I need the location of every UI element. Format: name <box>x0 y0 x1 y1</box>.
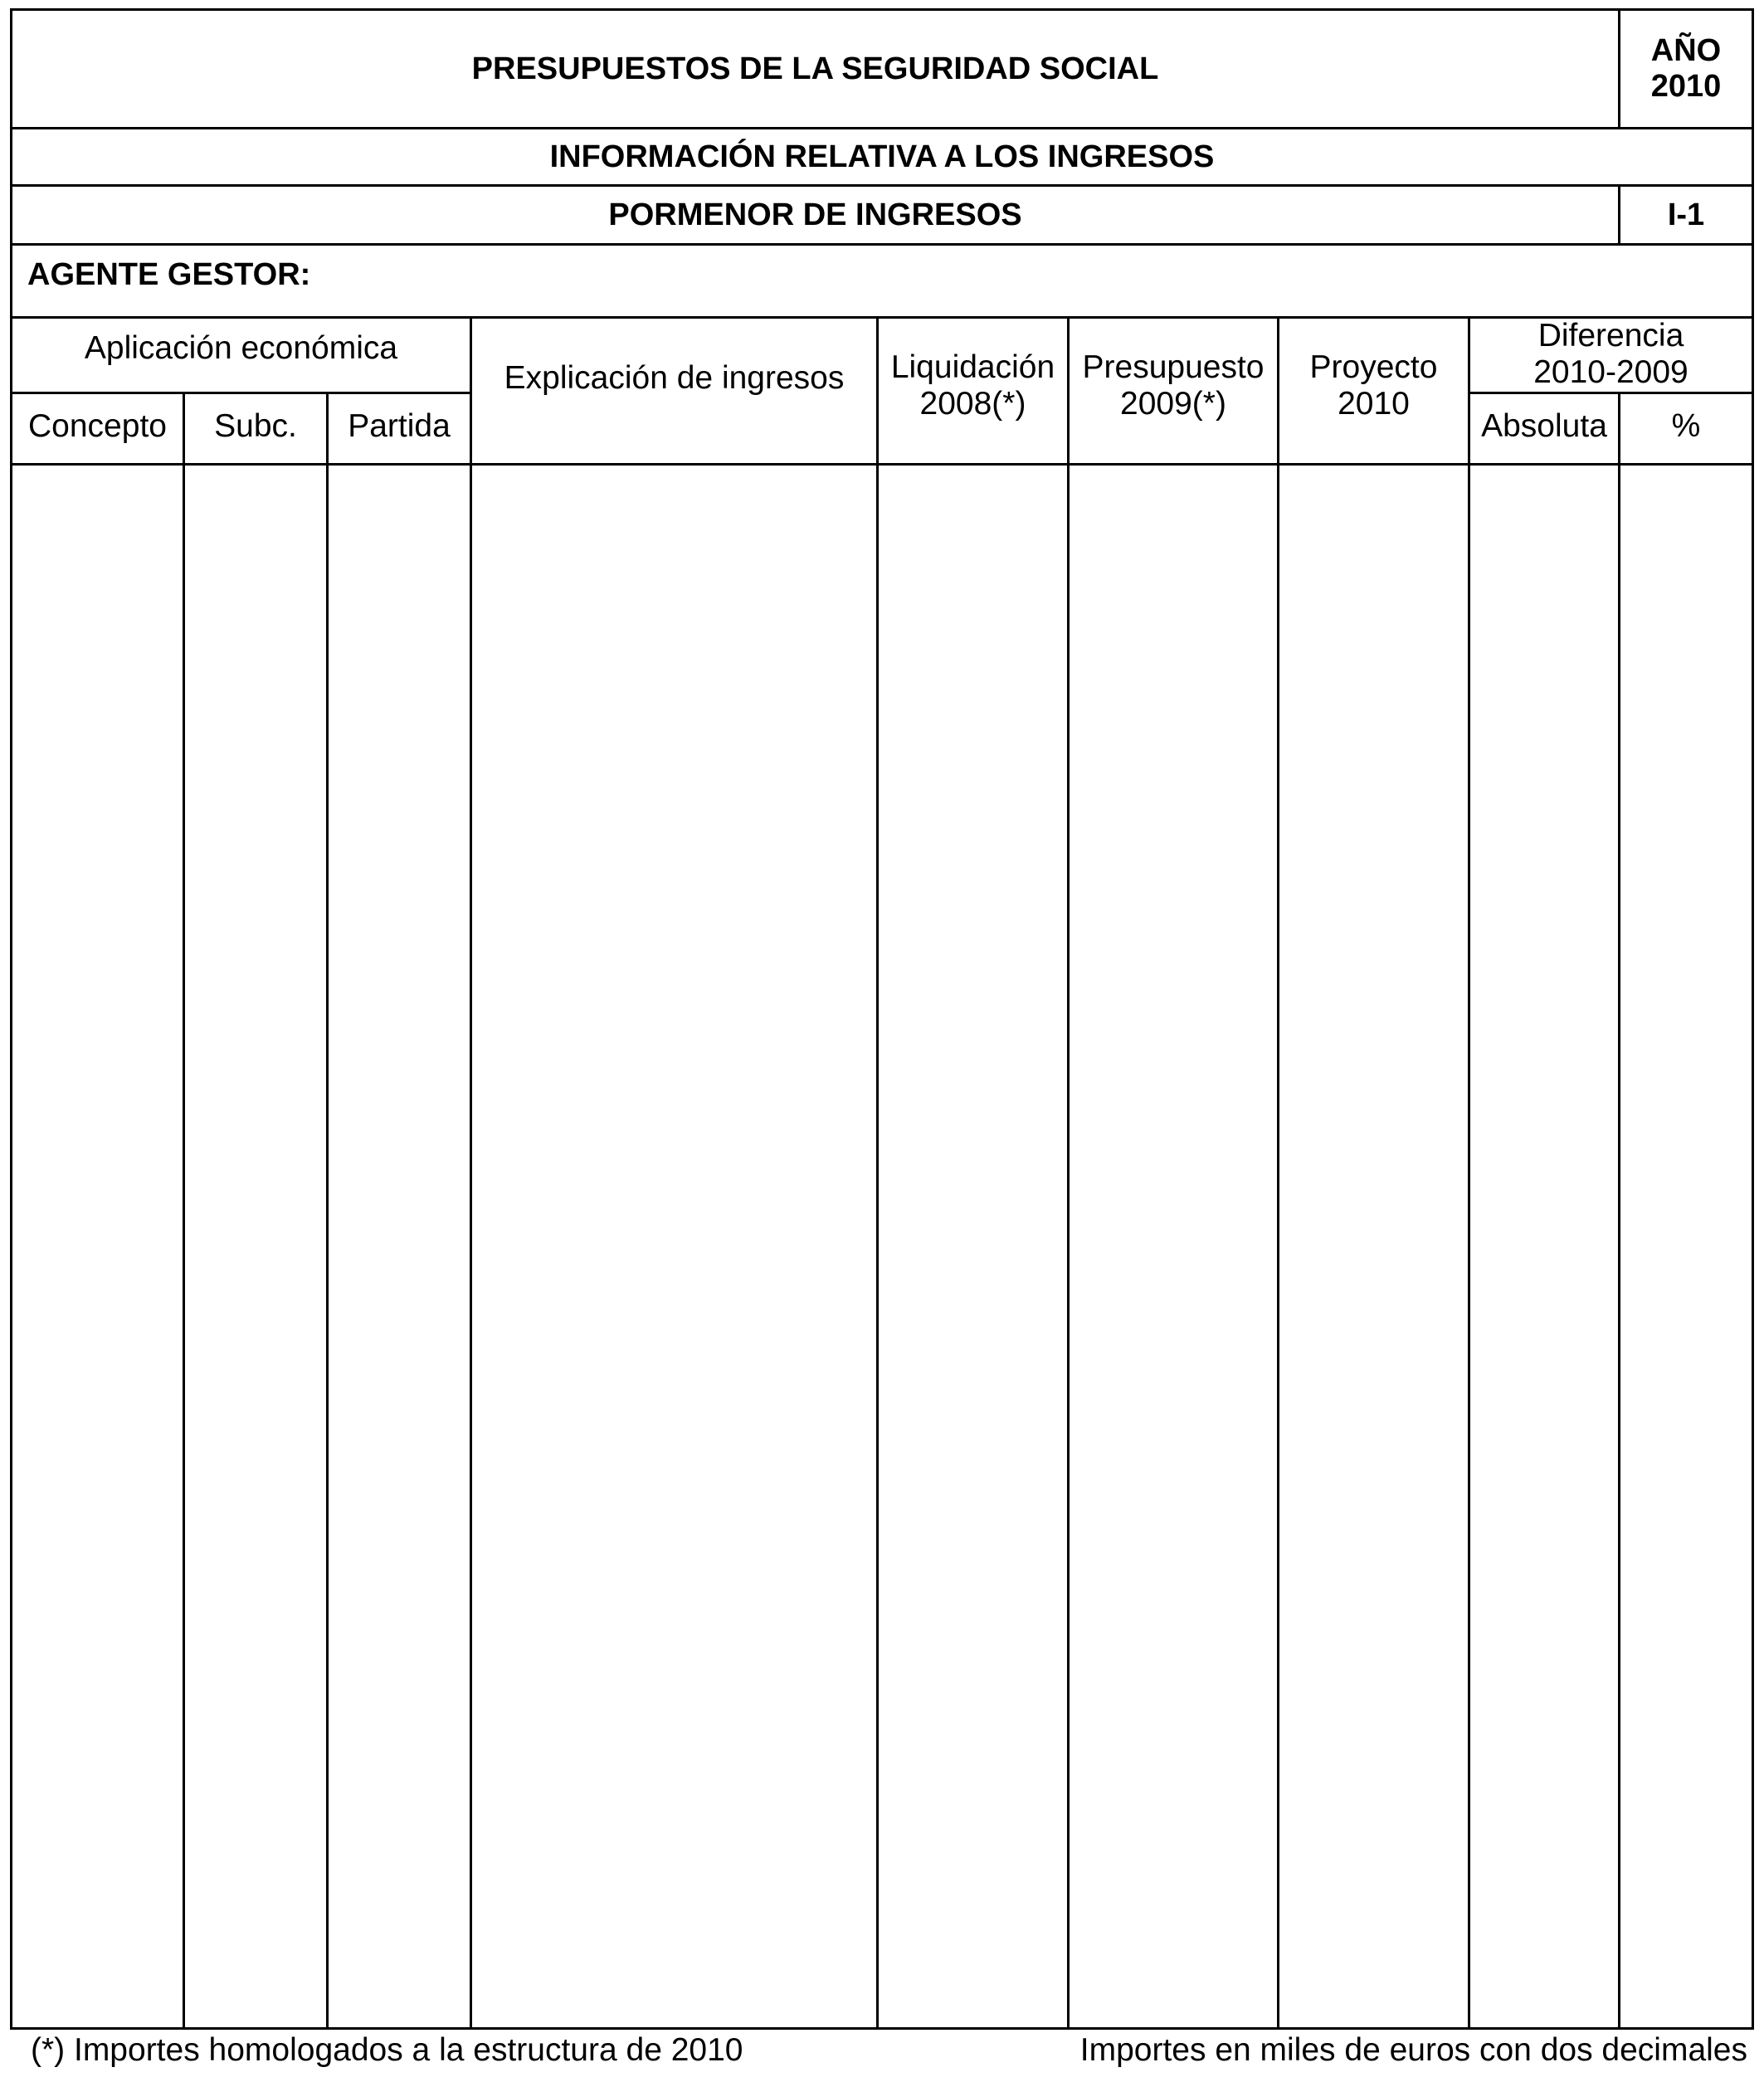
header-presupuesto-label: Presupuesto <box>1082 349 1265 386</box>
table-body <box>12 466 1752 2027</box>
header-diferencia <box>1470 316 1752 392</box>
year-label: AÑO <box>1650 33 1722 69</box>
header-proyecto <box>1279 316 1468 456</box>
header-explicacion: Explicación de ingresos <box>504 360 845 397</box>
header-porcentaje: % <box>1671 408 1701 445</box>
form-title: PRESUPUESTOS DE LA SEGURIDAD SOCIAL <box>471 51 1159 86</box>
year-box <box>1620 11 1752 127</box>
header-diferencia-years: 2010-2009 <box>1533 353 1688 390</box>
header-partida: Partida <box>348 408 451 445</box>
header-proyecto-label: Proyecto <box>1309 349 1438 386</box>
header-liquidacion-label: Liquidación <box>890 349 1055 386</box>
section-title: INFORMACIÓN RELATIVA A LOS INGRESOS <box>549 139 1215 174</box>
year-value: 2010 <box>1650 69 1722 104</box>
header-subc: Subc. <box>214 408 297 445</box>
header-absoluta: Absoluta <box>1481 408 1607 445</box>
header-presupuesto <box>1070 316 1277 456</box>
subsection-title: PORMENOR DE INGRESOS <box>608 197 1022 232</box>
agent-label: AGENTE GESTOR: <box>27 256 311 292</box>
footnote-units: Importes en miles de euros con dos decimales <box>1079 2032 1747 2068</box>
header-concepto: Concepto <box>28 408 167 445</box>
budget-form <box>10 8 1754 2030</box>
header-aplicacion-economica: Aplicación económica <box>84 330 398 367</box>
form-code: I-1 <box>1667 197 1705 232</box>
footnote-homologados: (*) Importes homologados a la estructura de 2010 <box>31 2032 743 2068</box>
header-proyecto-year: 2010 <box>1338 386 1410 422</box>
header-diferencia-label: Diferencia <box>1537 317 1684 353</box>
header-liquidacion <box>879 316 1067 456</box>
header-liquidacion-year: 2008(*) <box>919 386 1026 422</box>
header-presupuesto-year: 2009(*) <box>1120 386 1226 422</box>
